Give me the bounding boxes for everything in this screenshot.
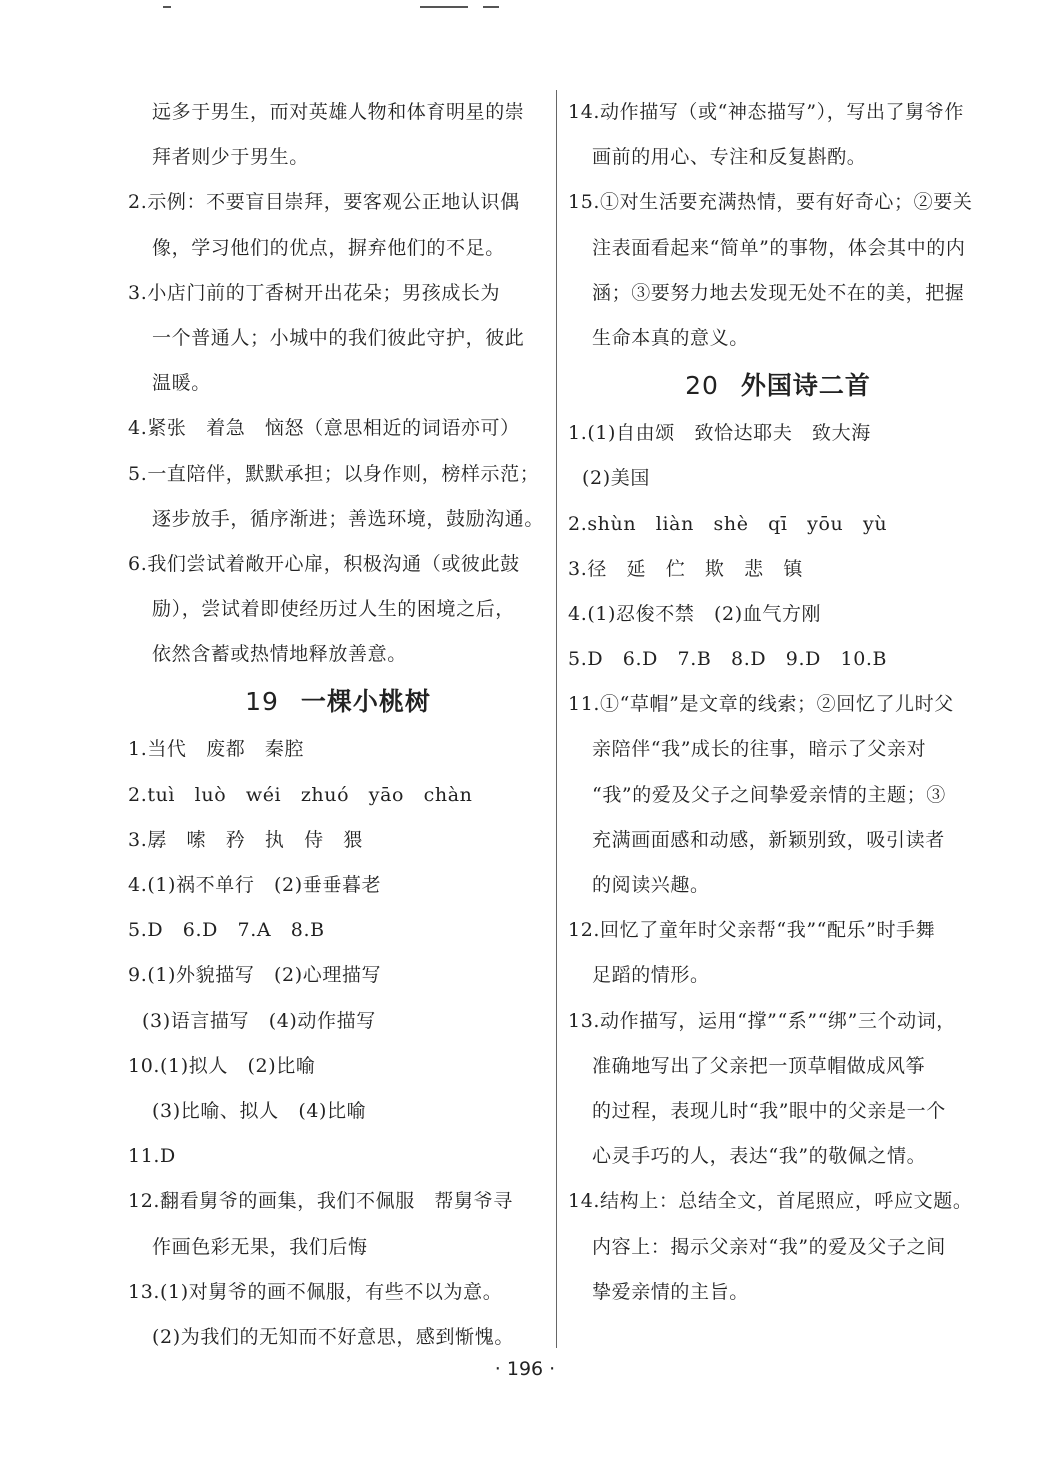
text-line: 足蹈的情形。 [592,964,710,987]
text-line: 励），尝试着即使经历过人生的困境之后， [152,598,515,621]
text-line: 11.①“草帽”是文章的线索；②回忆了儿时父 [568,693,954,716]
text-line: 拜者则少于男生。 [152,146,309,169]
text-line: 12.翻看舅爷的画集，我们不佩服 帮舅爷寻 [128,1190,513,1213]
text-line: 涵；③要努力地去发现无处不在的美，把握 [592,281,965,304]
section-19-title [128,677,548,727]
section-title-text: 一棵小桃树 [300,687,431,717]
text-line: 13.(1)对舅爷的画不佩服，有些不以为意。 [128,1280,503,1303]
text-line: 亲陪伴“我”成长的往事，暗示了父亲对 [592,738,927,761]
text-line: (2)为我们的无知而不好意思，感到惭愧。 [152,1325,514,1348]
text-line: 1.(1)自由颂 致恰达耶夫 致大海 [568,422,871,445]
text-line: 6.我们尝试着敞开心扉，积极沟通（或彼此鼓 [128,552,520,575]
text-line: 逐步放手，循序渐进；善选环境，鼓励沟通。 [152,507,545,530]
text-line: 画前的用心、专注和反复斟酌。 [592,146,867,169]
text-line: (3)语言描写 (4)动作描写 [142,1009,376,1032]
text-line: 10.(1)拟人 (2)比喻 [128,1054,316,1077]
text-line: 依然含蓄或热情地释放善意。 [152,643,407,666]
text-line: 准确地写出了父亲把一顶草帽做成风筝 [592,1054,926,1077]
text-line: 13.动作描写，运用“撑”“系”“绑”三个动词， [568,1009,956,1032]
text-line: 作画色彩无果，我们后悔 [152,1235,368,1258]
text-line: 4.(1)忍俊不禁 (2)血气方刚 [568,602,822,625]
text-line: 2.示例：不要盲目崇拜，要客观公正地认识偶 [128,191,520,214]
right-lines-a [568,90,988,361]
text-line: 内容上：揭示父亲对“我”的爱及父子之间 [592,1235,946,1258]
text-line: 11.D [128,1145,176,1168]
text-line: 心灵手巧的人，表达“我”的敬佩之情。 [592,1145,927,1168]
text-line: 9.(1)外貌描写 (2)心理描写 [128,964,382,987]
text-line: 2.tuì luò wéi zhuó yāo chàn [128,783,473,806]
text-line: 1.当代 废都 秦腔 [128,738,305,761]
right-lines-b [568,411,988,1315]
text-line: 一个普通人；小城中的我们彼此守护，彼此 [152,326,525,349]
text-line: (2)美国 [582,467,650,490]
section-20-title [568,361,988,411]
text-line: 生命本真的意义。 [592,326,749,349]
left-lines-a [128,90,548,677]
text-line: 14.动作描写（或“神态描写”），写出了舅爷作 [568,101,964,123]
text-line: “我”的爱及父子之间挚爱亲情的主题；③ [592,783,946,806]
top-edge-marks [0,0,1050,20]
section-title-text: 外国诗二首 [740,371,871,401]
left-column [128,90,548,1360]
page-number: · 196 · [494,1358,556,1380]
text-line: 4.紧张 着急 恼怒（意思相近的词语亦可） [128,417,520,440]
column-divider [556,90,557,1348]
text-line: 远多于男生，而对英雄人物和体育明星的崇 [152,101,525,123]
left-lines-b [128,727,548,1360]
text-line: 15.①对生活要充满热情，要有好奇心；②要关 [568,191,973,214]
text-line: 充满画面感和动感，新颖别致，吸引读者 [592,828,945,851]
text-line: 12.回忆了童年时父亲帮“我”“配乐”时手舞 [568,919,936,942]
section-number: 19 [245,687,279,717]
text-line: 3.孱 嗦 矜 执 侍 猥 [128,828,363,851]
text-line: 3.小店门前的丁香树开出花朵；男孩成长为 [128,281,501,304]
right-column [568,90,988,1315]
text-line: 的过程，表现儿时“我”眼中的父亲是一个 [592,1099,946,1122]
text-line: 像，学习他们的优点，摒弃他们的不足。 [152,236,505,259]
text-line: 4.(1)祸不单行 (2)垂垂暮老 [128,874,382,896]
text-line: (3)比喻、拟人 (4)比喻 [152,1099,367,1122]
text-line: 2.shùn liàn shè qī yōu yù [568,512,888,535]
text-line: 的阅读兴趣。 [592,874,710,896]
text-line: 5.D 6.D 7.B 8.D 9.D 10.B [568,648,888,671]
text-line: 5.D 6.D 7.A 8.B [128,919,325,942]
text-line: 14.结构上：总结全文，首尾照应，呼应文题。 [568,1190,973,1213]
text-line: 5.一直陪伴，默默承担；以身作则，榜样示范； [128,462,540,485]
text-line: 3.径 延 伫 欺 悲 镇 [568,557,803,580]
text-line: 挚爱亲情的主旨。 [592,1280,749,1303]
text-line: 温暖。 [152,372,211,395]
section-number: 20 [685,371,719,401]
text-line: 注表面看起来“简单”的事物，体会其中的内 [592,236,966,259]
